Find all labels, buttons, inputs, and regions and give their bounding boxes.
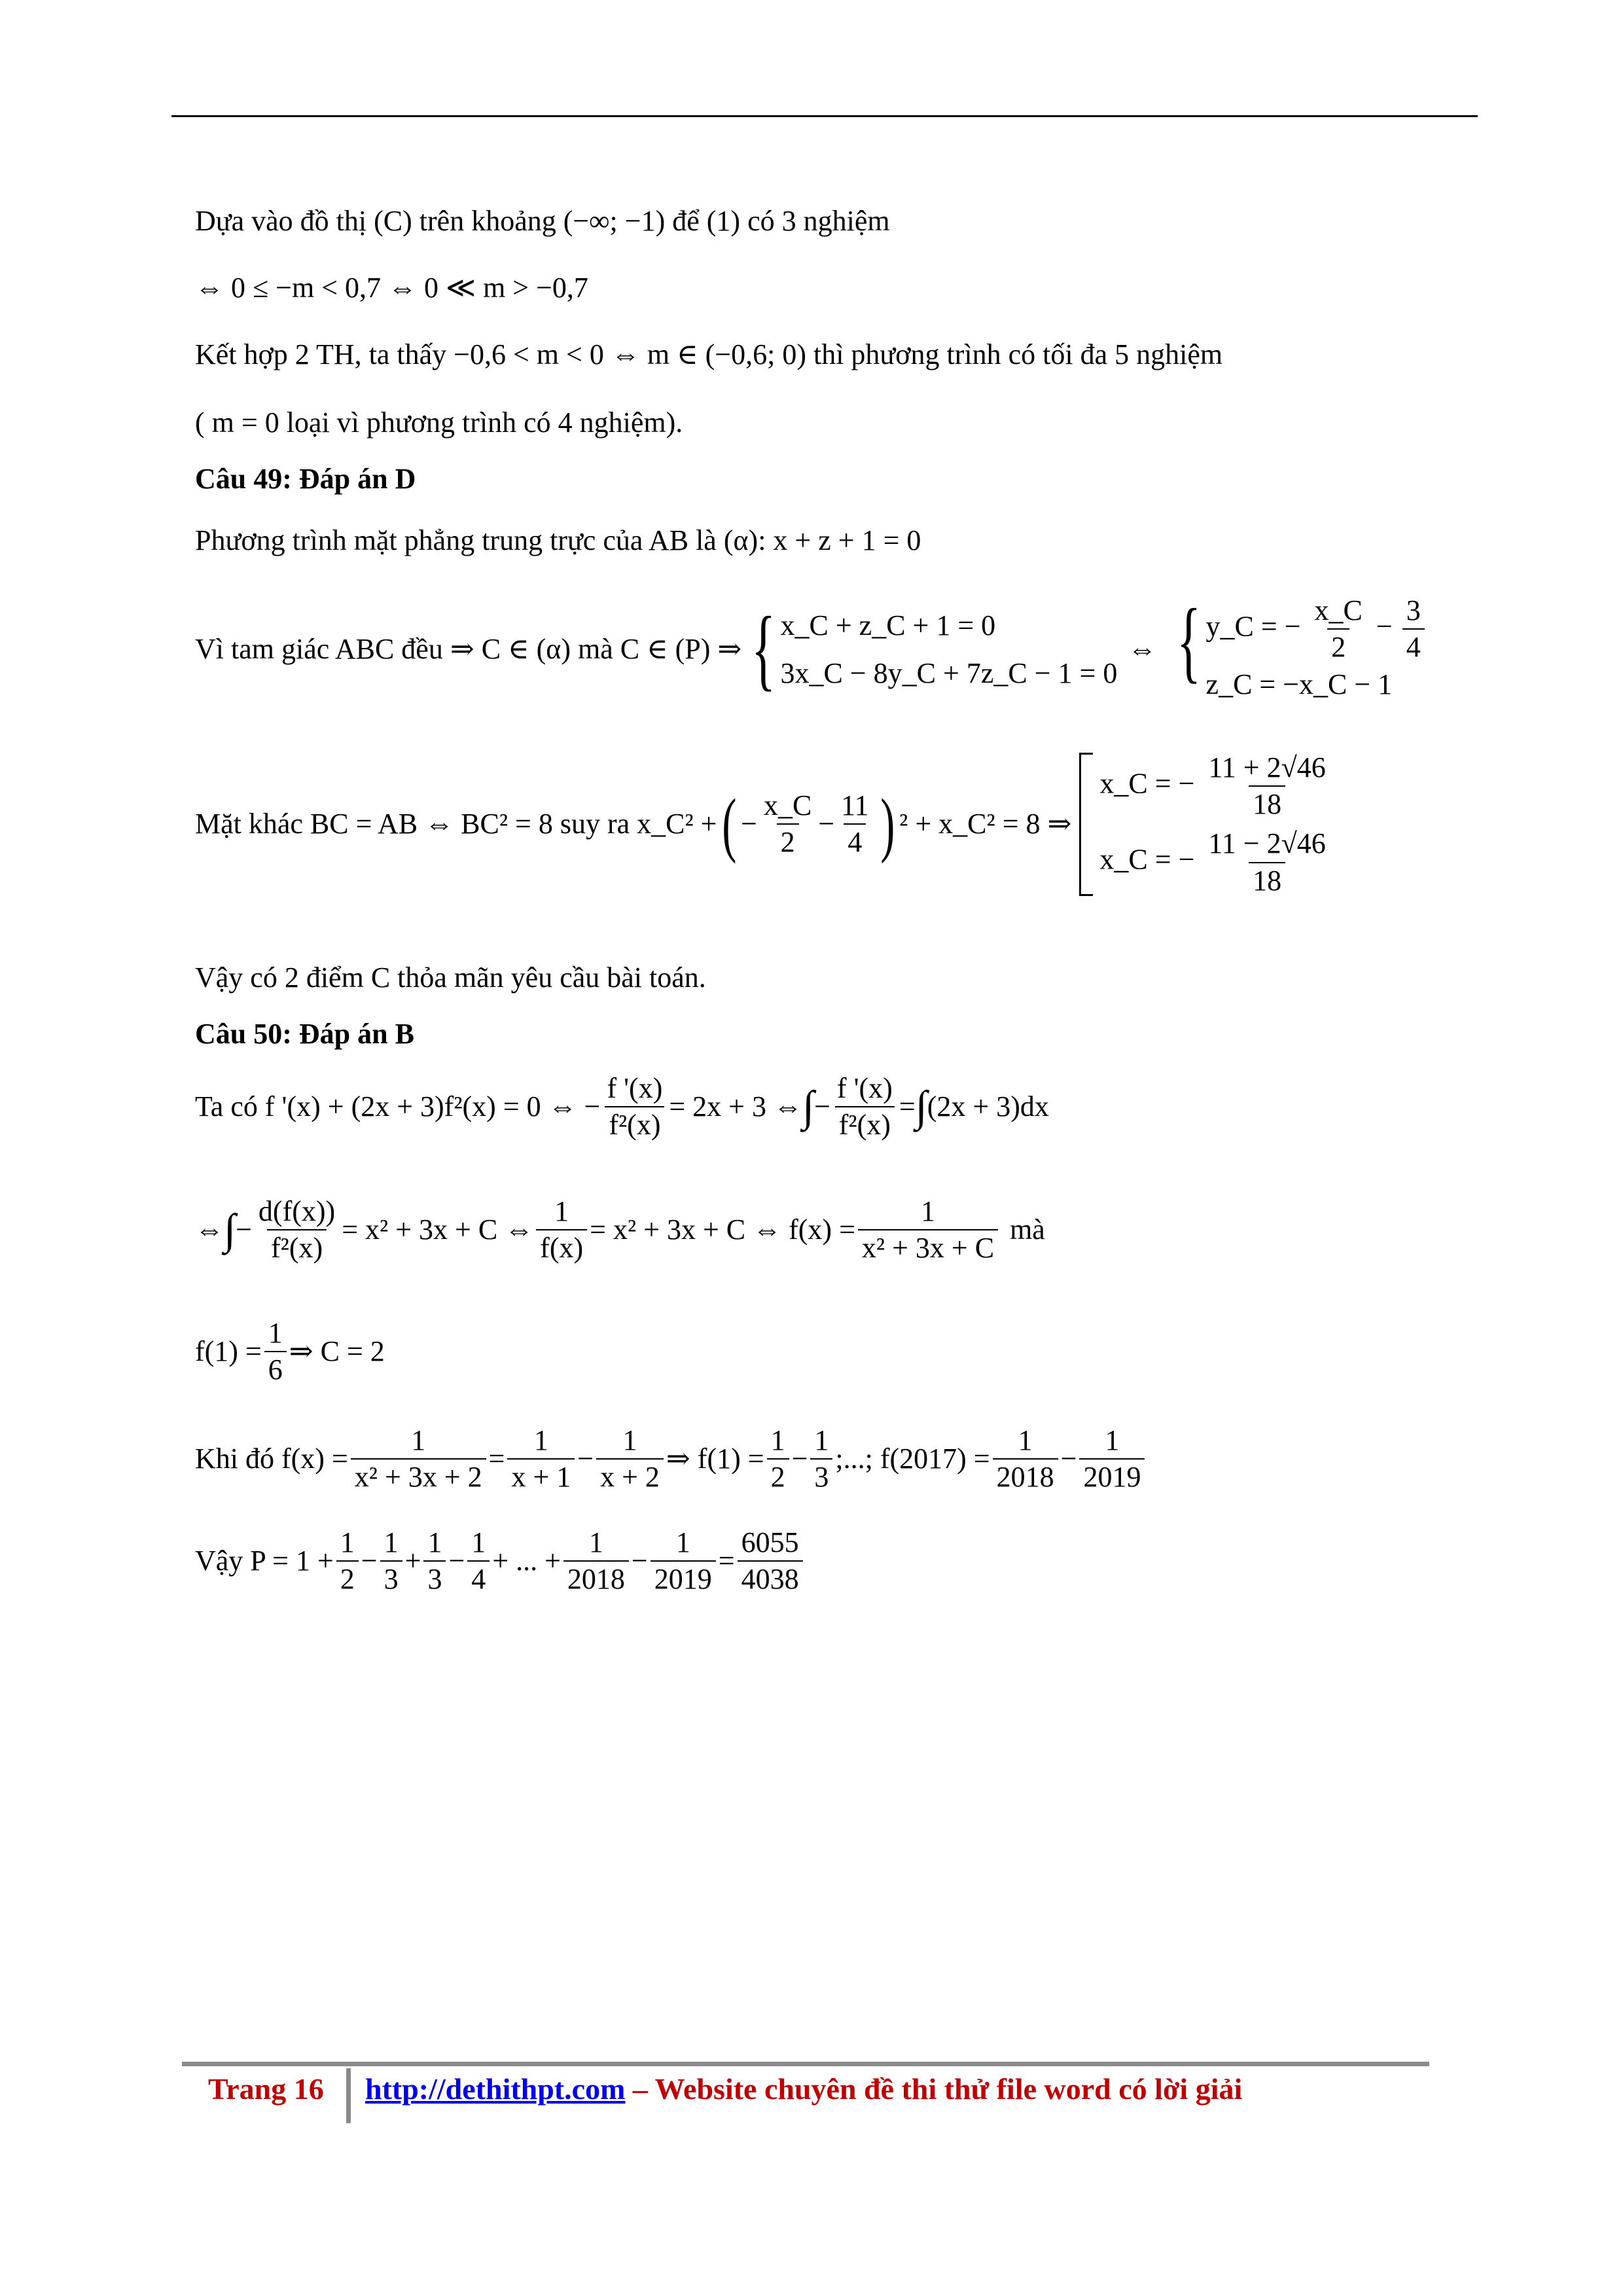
system-row: x_C + z_C + 1 = 0 — [780, 609, 996, 641]
equation-line: f(1) = $\frac{1}{6}$ ⇒ C = 2 — [195, 1317, 385, 1386]
system-row: y_C = − $\frac{x\_C}{2}$ − $\frac{3}{4}$ — [1206, 596, 1427, 662]
footer-divider — [346, 2068, 351, 2123]
footer-text — [365, 2070, 1242, 2109]
fraction: $\frac{3}{4}$ — [1402, 596, 1425, 662]
equation-line: ⇔ ∫ − $\frac{d(f(x))}{\text{f²(x)}}$ = x² + 3x + C ⇔ $\frac{1}{f(x)}$ = x² + 3x + C ⇔ f(x) = $\frac{1}{\text{x² + 3x + C}}$ mà — [195, 1195, 1045, 1265]
solution-row: x_C = − $\frac{11 + 2√46}{18}$ — [1099, 751, 1326, 821]
footer-rule — [182, 2062, 1429, 2066]
system-row: 3x_C − 8y_C + 7z_C − 1 = 0 — [780, 656, 1118, 689]
text-line: ( m = 0 loại vì phương trình có 4 nghiệm). — [195, 406, 683, 439]
equation-line: Mặt khác BC = AB ⇔ BC² = 8 suy ra x_C² + ( − $\frac{x\_C}{2}$ − $\frac{11}{4}$ ) ² + x_C² = 8 ⇒ x_C = − $\frac{11 + 2√46}{18}$ x_C = − $\frac{11 - 2√46}{18}$ — [195, 753, 1332, 896]
equation-line: Ta có f '(x) + (2x + 3)f²(x) = 0 ⇔ − $\frac{f '(x)}{\text{f²(x)}}$ = 2x + 3 ⇔ ∫ − $\frac{f '(x)}{\text{f²(x)}}$ = ∫ (2x + 3)dx — [195, 1072, 1049, 1141]
text-line: Kết hợp 2 TH, ta thấy −0,6 < m < 0 ⇔ m ∈ (−0,6; 0) thì phương trình có tối đa 5 nghiệm — [195, 338, 1223, 370]
solution-set — [1079, 753, 1332, 896]
equation-system: { x_C + z_C + 1 = 0 3x_C − 8y_C + 7z_C − 1 = 0 — [751, 598, 1118, 700]
text-line: Phương trình mặt phẳng trung trực của AB là (α): x + z + 1 = 0 — [195, 524, 921, 556]
equation-line — [195, 590, 1427, 703]
page-number: Trang 16 — [208, 2072, 324, 2106]
question-heading: Câu 50: Đáp án B — [195, 1018, 414, 1050]
fraction: $\frac{x\_C}{2}$ — [763, 789, 812, 859]
equation-line: Vậy P = 1 + $\frac{1}{2}$ − $\frac{1}{3}$ + $\frac{1}{3}$ − $\frac{1}{4}$ + ... + $\frac{1}{2018}$ − $\frac{1}{2019}$ = $\frac{6055}{4038}$ — [195, 1528, 806, 1594]
equiv-symbol: ⇔ — [1128, 633, 1157, 666]
solution-row: x_C = − $\frac{11 - 2√46}{18}$ — [1099, 827, 1326, 897]
fraction: $\frac{11}{4}$ — [841, 789, 869, 859]
equation-line: Khi đó f(x) = $\frac{1}{\text{x² + 3x + 2}}$ = $\frac{1}{x + 1}$ − $\frac{1}{x + 2}$ ⇒ f(1) = $\frac{1}{2}$ − $\frac{1}{3}$ ;...; f(2017) = $\frac{1}{2018}$ − $\frac{1}{2019}$ — [195, 1426, 1147, 1492]
question-heading: Câu 49: Đáp án D — [195, 463, 416, 495]
website-link[interactable]: http://dethithpt.com — [365, 2072, 626, 2106]
equation-text: Vì tam giác ABC đều ⇒ C ∈ (α) mà C ∈ (P) ⇒ — [195, 633, 742, 666]
equation-system: { y_C = − $\frac{x\_C}{2}$ − $\frac{3}{4}$ z_C = −x_C − 1 — [1167, 596, 1427, 703]
text-line: ⇔ 0 ≤ −m < 0,7 ⇔ 0 ≪ m > −0,7 — [195, 272, 588, 304]
footer-tagline: – Website chuyên đề thi thử file word có lời giải — [625, 2072, 1243, 2106]
fraction: $\frac{x\_C}{2}$ — [1314, 594, 1363, 664]
system-row: z_C = −x_C − 1 — [1205, 668, 1393, 701]
text-line: Vậy có 2 điểm C thỏa mãn yêu cầu bài toán. — [195, 961, 706, 994]
text-line: Dựa vào đồ thị (C) trên khoảng (−∞; −1) để (1) có 3 nghiệm — [195, 205, 890, 237]
top-rule — [171, 115, 1478, 117]
